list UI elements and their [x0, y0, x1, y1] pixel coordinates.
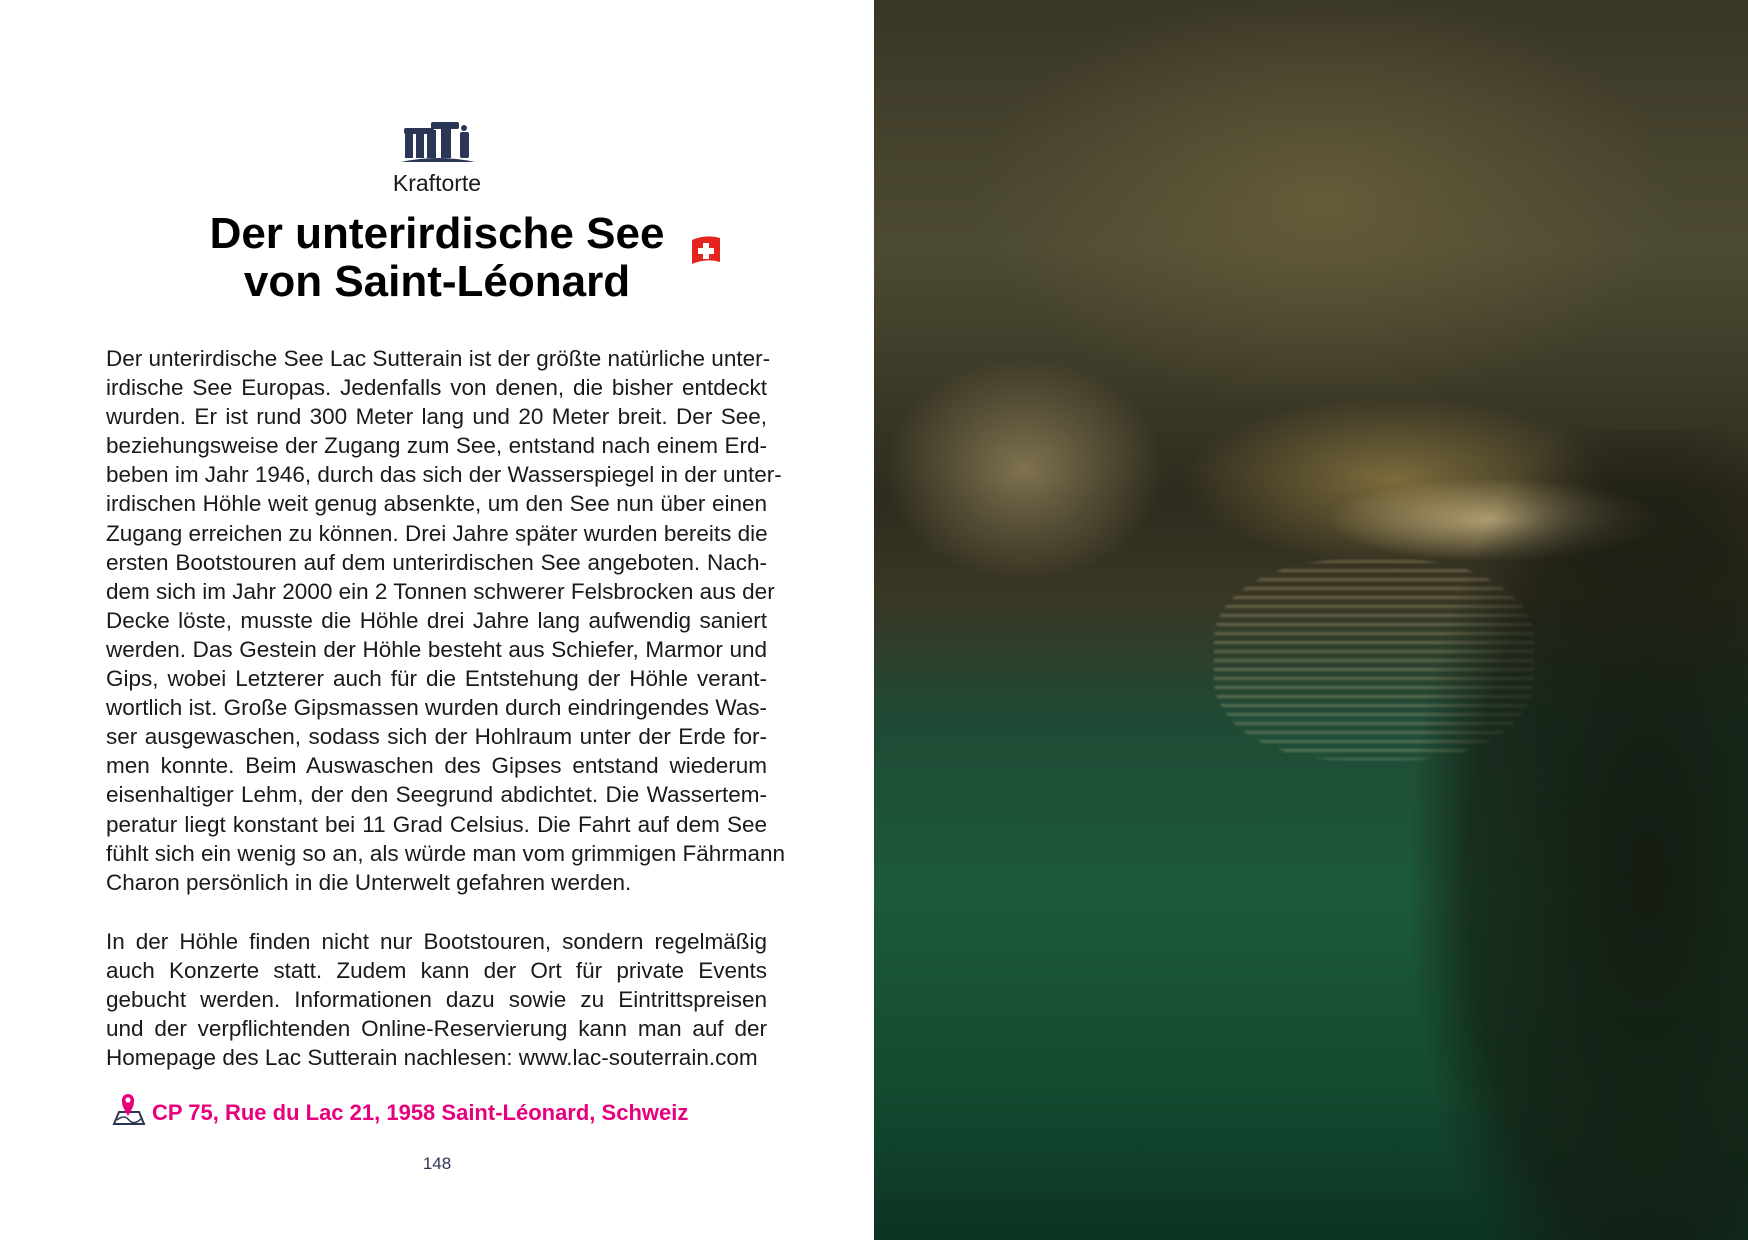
text-line: ser ausgewaschen, sodass sich der Hohlraum unter der Erde for- — [106, 724, 767, 750]
text-line: beben im Jahr 1946, durch das sich der Wasserspiegel in der unter- — [106, 462, 782, 488]
text-line: wurden. Er ist rund 300 Meter lang und 20 Meter breit. Der See, — [106, 404, 767, 430]
map-pin-icon — [112, 1090, 146, 1126]
title-line: von Saint-Léonard — [243, 257, 631, 306]
text-line: Homepage des Lac Sutterain nachlesen: www.lac-souterrain.com — [106, 1045, 758, 1071]
page-title — [0, 210, 874, 306]
cave-lake-photo — [874, 0, 1748, 1240]
text-line: irdischen Höhle weit genug absenkte, um den See nun über einen — [106, 491, 767, 517]
text-line: wortlich ist. Große Gipsmassen wurden durch eindringendes Was- — [106, 695, 767, 721]
text-line: beziehungsweise der Zugang zum See, entstand nach einem Erd- — [106, 433, 767, 459]
text-line: auch Konzerte statt. Zudem kann der Ort für private Events — [106, 958, 767, 984]
title-line: Der unterirdische See — [209, 209, 665, 258]
body-paragraph-1 — [106, 344, 786, 897]
page-number: 148 — [422, 1154, 452, 1173]
text-line: Der unterirdische See Lac Sutterain ist der größte natürliche unter- — [106, 346, 771, 371]
stonehenge-icon — [399, 120, 477, 164]
text-line: men konnte. Beim Auswaschen des Gipses entstand wiederum — [106, 753, 767, 779]
category-label: Kraftorte — [392, 170, 482, 196]
text-line: werden. Das Gestein der Höhle besteht aus Schiefer, Marmor und — [106, 636, 767, 662]
text-line: irdische See Europas. Jedenfalls von denen, die bisher entdeckt — [106, 375, 767, 401]
switzerland-flag-icon — [690, 234, 722, 268]
text-line: peratur liegt konstant bei 11 Grad Celsius. Die Fahrt auf dem See — [106, 811, 767, 837]
rock-shadow — [1388, 430, 1748, 1240]
text-line: gebucht werden. Informationen dazu sowie zu Eintrittspreisen — [106, 987, 767, 1013]
text-line: Gips, wobei Letzterer auch für die Entstehung der Höhle verant- — [106, 666, 767, 692]
text-line: ersten Bootstouren auf dem unterirdischen See angeboten. Nach- — [106, 549, 767, 575]
text-line: Zugang erreichen zu können. Drei Jahre später wurden bereits die — [106, 520, 768, 546]
text-line: Decke löste, musste die Höhle drei Jahre lang aufwendig saniert — [106, 607, 767, 633]
body-paragraph-2 — [106, 927, 767, 1072]
text-line: dem sich im Jahr 2000 ein 2 Tonnen schwerer Felsbrocken aus der — [106, 578, 775, 604]
address-text: CP 75, Rue du Lac 21, 1958 Saint-Léonard, Schweiz — [152, 1100, 689, 1125]
text-line: Charon persönlich in die Unterwelt gefahren werden. — [106, 869, 632, 895]
text-line: eisenhaltiger Lehm, der den Seegrund abdichtet. Die Wassertem- — [106, 782, 767, 808]
text-line: In der Höhle finden nicht nur Bootstouren, sondern regelmäßig — [106, 929, 767, 954]
text-line: und der verpflichtenden Online-Reservierung kann man auf der — [106, 1016, 767, 1042]
address — [112, 1090, 688, 1126]
text-line: fühlt sich ein wenig so an, als würde man vom grimmigen Fährmann — [106, 840, 786, 866]
